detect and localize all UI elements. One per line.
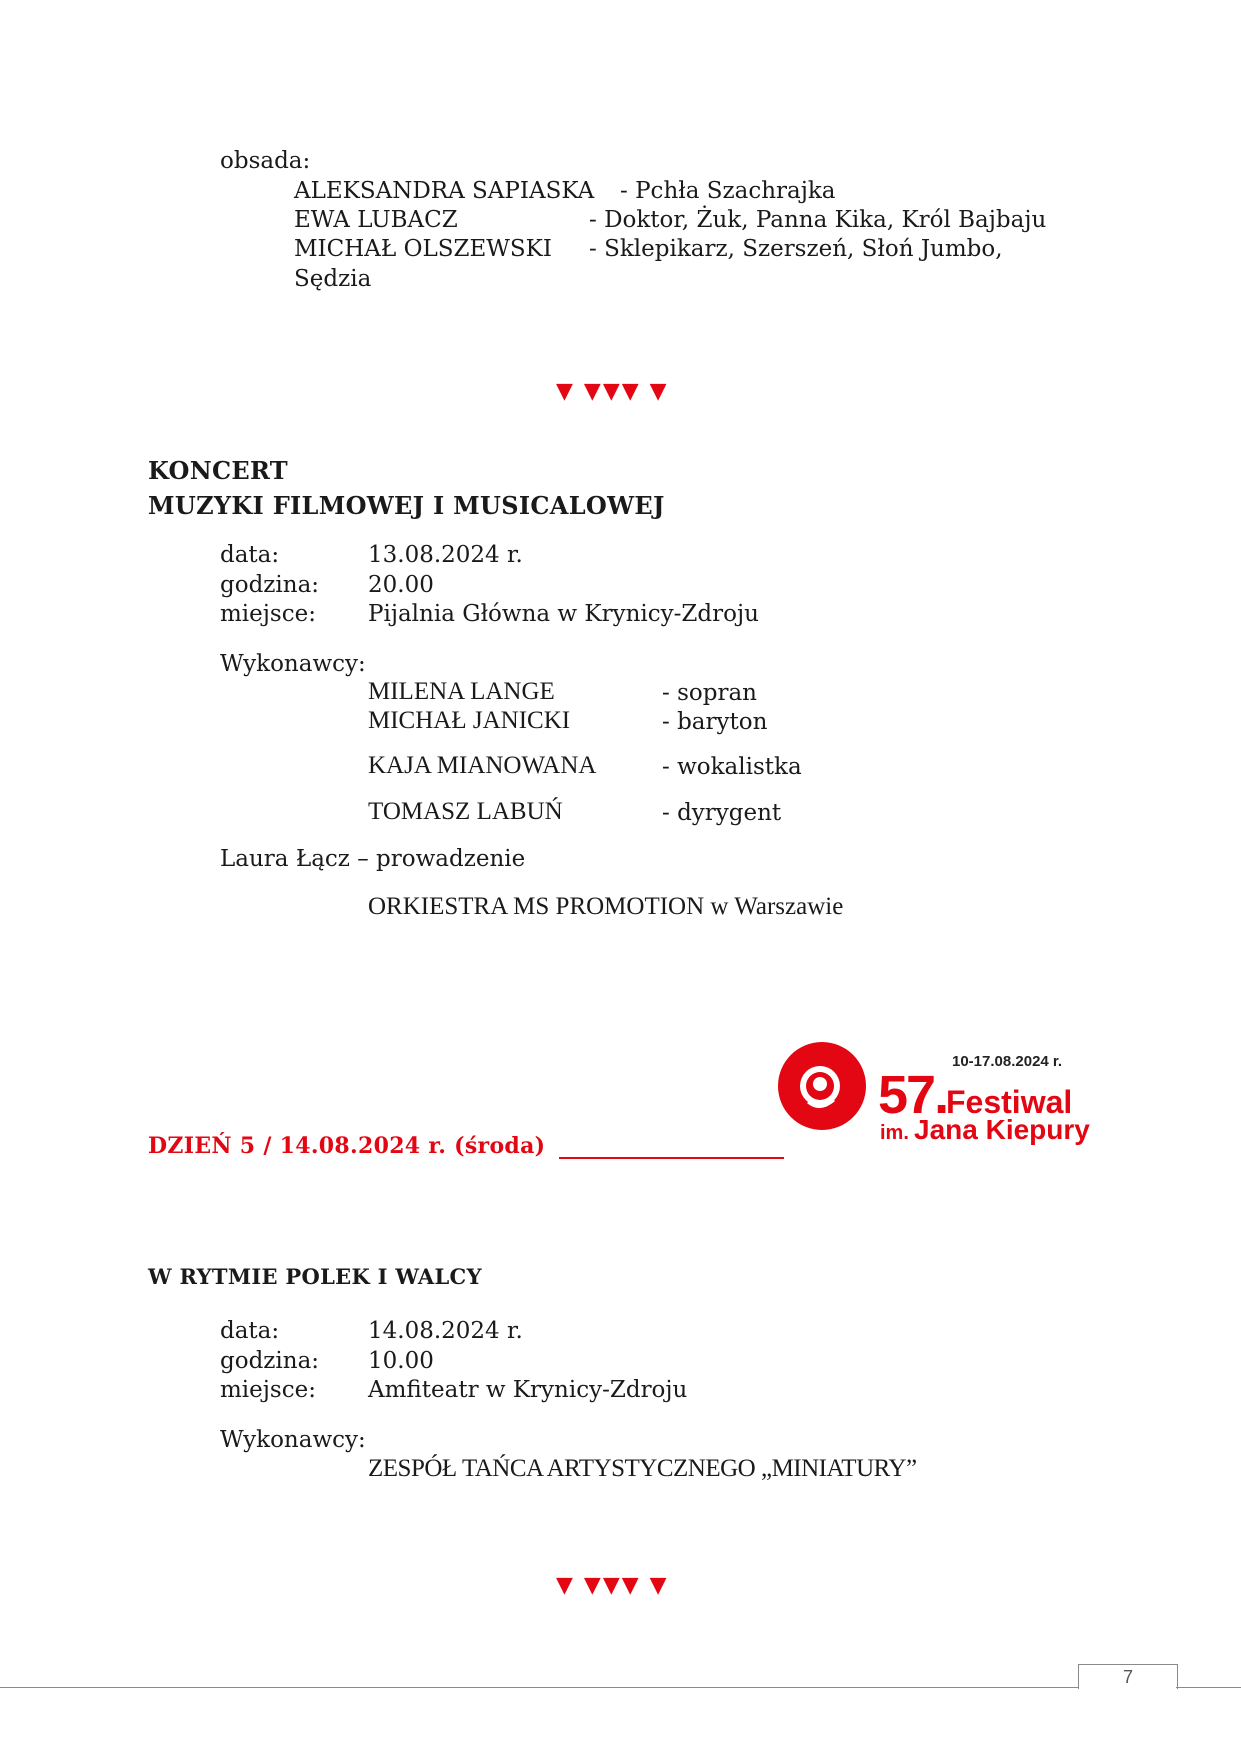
event2-date-label: data: [220, 1318, 280, 1344]
day-header: DZIEŃ 5 / 14.08.2024 r. (środa) [148, 1133, 546, 1159]
event2-performers-label: Wykonawcy: [220, 1427, 366, 1453]
cast-name-2: EWA LUBACZ [294, 207, 458, 233]
cast-name-1: ALEKSANDRA SAPIASKA [294, 178, 595, 204]
footer-line-left [0, 1687, 1078, 1688]
cast-role-2: - Doktor, Żuk, Panna Kika, Król Bajbaju [589, 207, 1047, 233]
logo-number: 57. [878, 1065, 948, 1125]
cast-label: obsada: [220, 148, 311, 174]
performer-role-4: - dyrygent [662, 800, 782, 826]
logo-dates: 10-17.08.2024 r. [952, 1053, 1063, 1070]
concert-place-label: miejsce: [220, 601, 316, 627]
concert-performers-label: Wykonawcy: [220, 651, 366, 677]
concert-title-line2: MUZYKI FILMOWEJ I MUSICALOWEJ [148, 491, 665, 520]
logo-word: Festiwal [946, 1084, 1073, 1120]
performer-role-3: - wokalistka [662, 754, 802, 780]
concert-host: Laura Łącz – prowadzenie [220, 846, 526, 872]
logo-name: Jana Kiepury [914, 1114, 1090, 1145]
concert-orchestra: ORKIESTRA MS PROMOTION w Warszawie [368, 893, 844, 920]
performer-name-4: TOMASZ LABUŃ [368, 798, 563, 825]
festival-logo-emblem [778, 1040, 870, 1132]
event2-place-label: miejsce: [220, 1377, 316, 1403]
cast-continuation: Sędzia [294, 266, 372, 292]
cast-name-3: MICHAŁ OLSZEWSKI [294, 236, 552, 262]
logo-prefix: im. [880, 1122, 909, 1144]
separator-triangles: ▼ ▼▼▼ ▼ [556, 379, 669, 404]
performer-name-1: MILENA LANGE [368, 678, 555, 705]
event2-performer: ZESPÓŁ TAŃCA ARTYSTYCZNEGO „MINIATURY” [368, 1455, 917, 1482]
performer-name-3: KAJA MIANOWANA [368, 752, 597, 779]
separator-triangles-bottom: ▼ ▼▼▼ ▼ [556, 1573, 669, 1598]
event2-title: W RYTMIE POLEK I WALCY [148, 1264, 482, 1289]
event2-time-value: 10.00 [368, 1348, 434, 1374]
concert-place-value: Pijalnia Główna w Krynicy-Zdroju [368, 601, 759, 627]
page-number: 7 [1078, 1664, 1178, 1689]
performer-name-2: MICHAŁ JANICKI [368, 707, 571, 734]
concert-date-value: 13.08.2024 r. [368, 542, 523, 568]
event2-date-value: 14.08.2024 r. [368, 1318, 523, 1344]
performer-role-1: - sopran [662, 680, 757, 706]
concert-time-value: 20.00 [368, 572, 434, 598]
event2-time-label: godzina: [220, 1348, 320, 1374]
concert-time-label: godzina: [220, 572, 320, 598]
concert-date-label: data: [220, 542, 280, 568]
day-header-underline [559, 1157, 784, 1159]
concert-title-line1: KONCERT [148, 456, 288, 485]
cast-role-1: - Pchła Szachrajka [620, 178, 836, 204]
event2-place-value: Amfiteatr w Krynicy-Zdroju [368, 1377, 688, 1403]
cast-role-3: - Sklepikarz, Szerszeń, Słoń Jumbo, [589, 236, 1003, 262]
performer-role-2: - baryton [662, 709, 768, 735]
footer-line-right [1176, 1687, 1241, 1688]
